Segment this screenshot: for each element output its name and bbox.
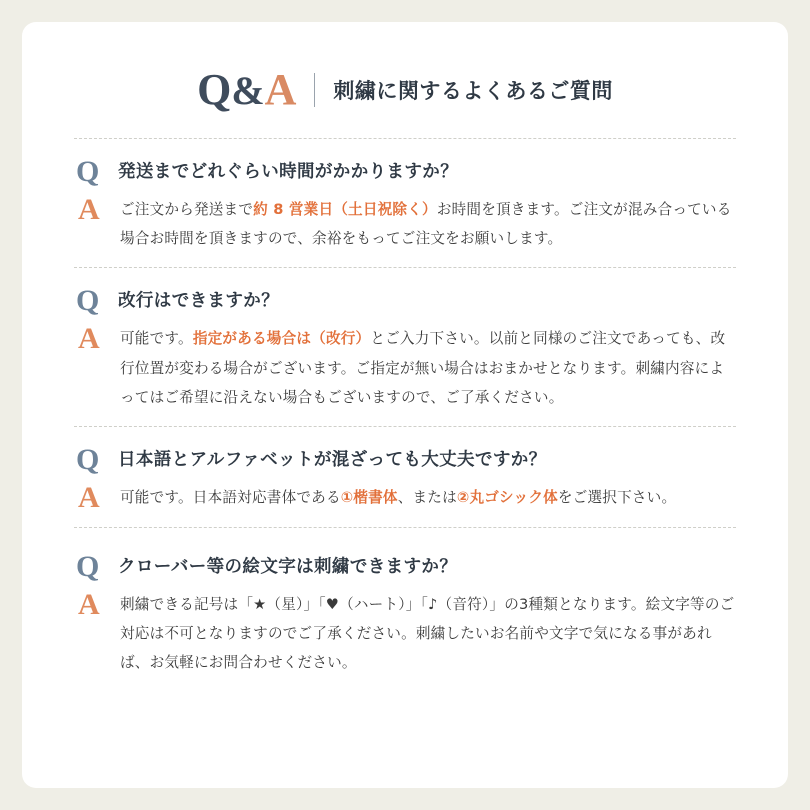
- faq-answer: [120, 481, 676, 512]
- faq-question-row: [74, 442, 736, 476]
- faq-answer-row: [74, 481, 736, 513]
- answer-text: 刺繍できる記号は「★（星）」「♥（ハート）」「♪（音符）」の3種類となります。絵文字等のご対応は不可となりますのでご了承ください。刺繍したいお名前や文字で気になる事があれば、お気軽にお問合わせください。: [120, 595, 735, 672]
- faq-question: クローバー等の絵文字は刺繍できますか？: [118, 556, 458, 577]
- answer-marker: A: [78, 193, 100, 226]
- answer-highlight: ①楷書体: [340, 488, 398, 506]
- logo-ampersand: &: [231, 68, 265, 113]
- answer-marker: A: [78, 587, 100, 621]
- question-marker: Q: [76, 155, 100, 188]
- page-title: 刺繍に関するよくあるご質問: [333, 79, 613, 103]
- answer-marker: A: [78, 322, 100, 356]
- page-header: [74, 52, 736, 138]
- faq-question-row: [74, 157, 736, 187]
- faq-answer-row: [74, 193, 736, 253]
- answer-highlight: ②丸ゴシック体: [456, 488, 558, 506]
- faq-question: 発送までどれぐらい時間がかかりますか？: [118, 162, 459, 182]
- faq-answer-row: [74, 322, 736, 412]
- qa-logo: [197, 65, 297, 114]
- answer-marker: A: [78, 480, 100, 514]
- faq-answer: [120, 322, 736, 412]
- answer-text: ご注文から発送まで: [120, 201, 254, 218]
- faq-question-row: [74, 286, 736, 316]
- question-marker: Q: [76, 442, 100, 476]
- question-marker: Q: [76, 284, 100, 318]
- faq-answer: [120, 193, 736, 253]
- answer-highlight: 約 8 営業日（土日祝除く）: [253, 201, 437, 218]
- answer-text: お時間を頂きます。ご注文が混み合っている場合お時間を頂きますので、余裕をもってご注文をお願いします。: [120, 201, 732, 248]
- answer-text: をご選択下さい。: [557, 488, 677, 506]
- faq-question-row: [74, 549, 736, 583]
- faq-item: [74, 267, 736, 426]
- faq-answer-row: [74, 588, 736, 678]
- question-marker: Q: [76, 549, 100, 583]
- logo-q: Q: [197, 65, 232, 114]
- answer-text: 可能です。: [120, 330, 193, 348]
- faq-item: [74, 138, 736, 267]
- logo-a: A: [264, 65, 297, 114]
- header-divider: [314, 73, 315, 107]
- faq-item: [74, 426, 736, 527]
- answer-text: とご入力下さい。以前と同様のご注文であっても、改行位置が変わる場合がございます。ご指定が無い場合はおまかせとなります。刺繍内容によってはご希望に沿えない場合もございますので、ご了承ください。: [120, 330, 726, 406]
- faq-card: [22, 22, 788, 788]
- faq-question: 改行はできますか？: [118, 291, 280, 312]
- answer-highlight: 指定がある場合は（改行）: [192, 330, 371, 348]
- faq-question: 日本語とアルファベットが混ざっても大丈夫ですか？: [118, 449, 547, 470]
- faq-item: [74, 527, 736, 692]
- answer-text: 、または: [397, 488, 457, 506]
- answer-text: 可能です。日本語対応書体である: [120, 488, 341, 506]
- faq-answer: [120, 588, 736, 678]
